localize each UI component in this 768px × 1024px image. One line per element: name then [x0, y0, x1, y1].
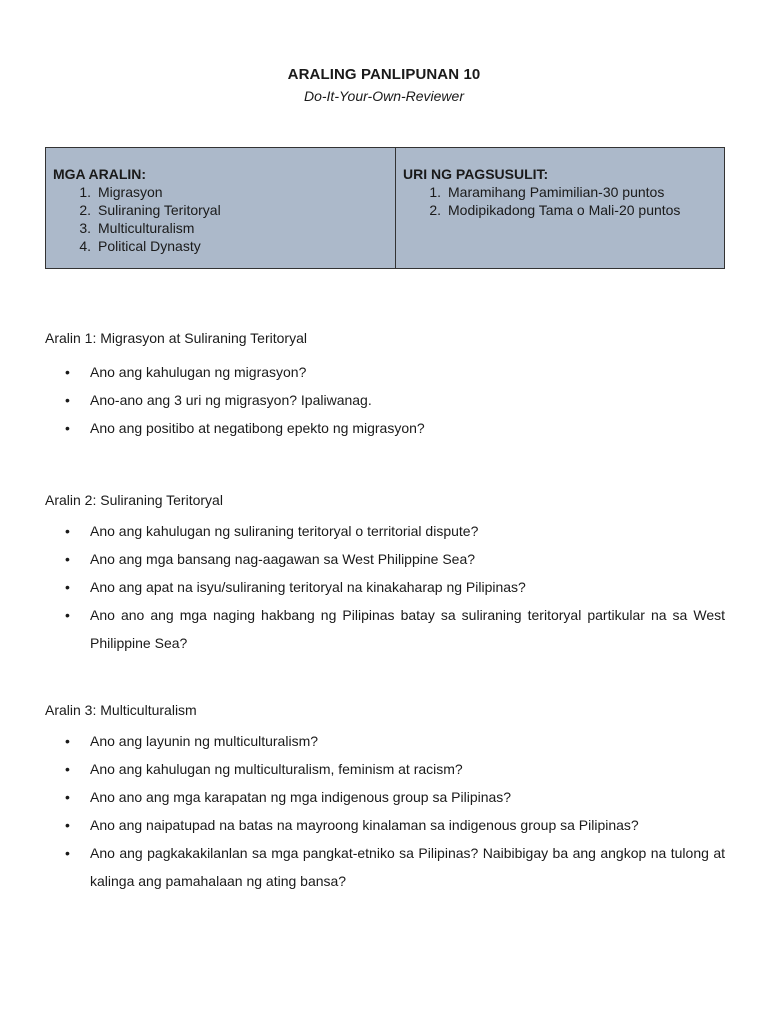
question-text: Ano ang kahulugan ng suliraning teritoryal o territorial dispute? — [90, 523, 479, 539]
page-subtitle: Do-It-Your-Own-Reviewer — [303, 88, 464, 104]
question-text: Ano ano ang mga naging hakbang ng Pilipinas batay sa suliraning teritoryal partikular na sa West Philippine Sea? — [90, 607, 725, 651]
item-number: 3. — [79, 220, 91, 236]
question-item — [45, 839, 725, 895]
section-heading: Aralin 1: Migrasyon at Suliraning Teritoryal — [45, 330, 307, 346]
question-text: Ano-ano ang 3 uri ng migrasyon? Ipaliwanag. — [90, 392, 372, 408]
item-text: Migrasyon — [98, 184, 163, 200]
lesson-section-3 — [45, 701, 725, 895]
lesson-section-2 — [45, 491, 725, 657]
lessons-list — [53, 183, 395, 255]
section-heading: Aralin 2: Suliraning Teritoryal — [45, 492, 223, 508]
summary-table — [45, 147, 725, 269]
question-text: Ano ang layunin ng multiculturalism? — [90, 733, 319, 749]
question-item — [45, 727, 725, 755]
bullet-icon: • — [65, 817, 70, 833]
item-text: Suliraning Teritoryal — [98, 202, 221, 218]
item-text: Modipikadong Tama o Mali-20 puntos — [448, 202, 681, 218]
bullet-icon: • — [65, 845, 70, 861]
question-item — [45, 573, 725, 601]
lesson-item — [53, 201, 395, 219]
item-number: 2. — [429, 202, 441, 218]
question-item — [45, 601, 725, 657]
lesson-item — [53, 183, 395, 201]
bullet-icon: • — [65, 420, 70, 436]
item-text: Maramihang Pamimilian-30 puntos — [448, 184, 665, 200]
item-text: Multiculturalism — [98, 220, 195, 236]
bullet-icon: • — [65, 733, 70, 749]
lessons-heading: MGA ARALIN: — [53, 166, 147, 182]
question-text: Ano ano ang mga karapatan ng mga indigenous group sa Pilipinas? — [90, 789, 512, 805]
lessons-column — [46, 148, 396, 268]
question-list — [45, 727, 725, 895]
item-number: 2. — [79, 202, 91, 218]
question-item — [45, 783, 725, 811]
question-list — [45, 517, 725, 657]
lesson-section-1 — [45, 329, 725, 442]
item-number: 1. — [79, 184, 91, 200]
question-text: Ano ang kahulugan ng migrasyon? — [90, 364, 307, 380]
bullet-icon: • — [65, 551, 70, 567]
question-item — [45, 386, 725, 414]
bullet-icon: • — [65, 607, 70, 623]
question-item — [45, 811, 725, 839]
question-text: Ano ang kahulugan ng multiculturalism, feminism at racism? — [90, 761, 463, 777]
exam-types-heading: URI NG PAGSUSULIT: — [403, 166, 549, 182]
question-item — [45, 755, 725, 783]
question-text: Ano ang positibo at negatibong epekto ng migrasyon? — [90, 420, 425, 436]
bullet-icon: • — [65, 392, 70, 408]
bullet-icon: • — [65, 523, 70, 539]
item-text: Political Dynasty — [98, 238, 201, 254]
question-list — [45, 358, 725, 442]
question-item — [45, 414, 725, 442]
question-text: Ano ang pagkakakilanlan sa mga pangkat-etniko sa Pilipinas? Naibibigay ba ang angkop na tulong at kalinga ang pamahalaan ng ating bansa? — [90, 845, 725, 889]
section-heading: Aralin 3: Multiculturalism — [45, 702, 197, 718]
item-number: 1. — [429, 184, 441, 200]
bullet-icon: • — [65, 761, 70, 777]
question-item — [45, 545, 725, 573]
question-item — [45, 358, 725, 386]
question-text: Ano ang mga bansang nag-aagawan sa West Philippine Sea? — [90, 551, 476, 567]
question-text: Ano ang naipatupad na batas na mayroong kinalaman sa indigenous group sa Pilipinas? — [90, 817, 639, 833]
lesson-item — [53, 237, 395, 255]
bullet-icon: • — [65, 789, 70, 805]
exam-types-column — [396, 148, 724, 268]
page-title: ARALING PANLIPUNAN 10 — [287, 66, 481, 83]
bullet-icon: • — [65, 364, 70, 380]
question-text: Ano ang apat na isyu/suliraning teritoryal na kinakaharap ng Pilipinas? — [90, 579, 526, 595]
bullet-icon: • — [65, 579, 70, 595]
question-item — [45, 517, 725, 545]
item-number: 4. — [79, 238, 91, 254]
exam-type-item — [403, 201, 724, 219]
lesson-item — [53, 219, 395, 237]
exam-type-item — [403, 183, 724, 201]
exam-types-list — [403, 183, 724, 219]
